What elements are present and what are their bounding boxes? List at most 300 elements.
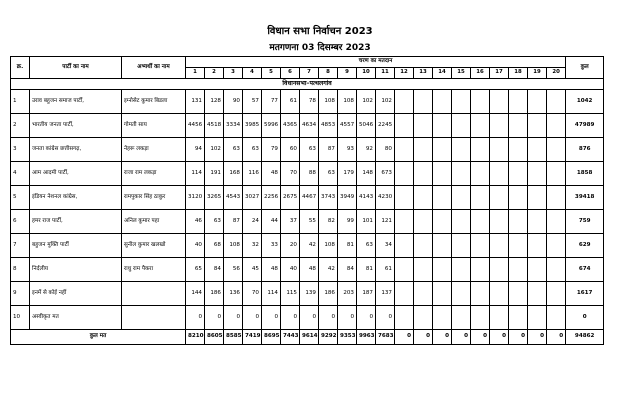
round-vote-cell [490,282,509,306]
round-vote-cell: 79 [262,138,281,162]
round-vote-cell [433,90,452,114]
round-vote-cell: 4518 [205,114,224,138]
round-vote-cell: 0 [224,306,243,330]
table-row [11,306,604,330]
round-vote-cell [414,138,433,162]
round-vote-cell: 63 [319,162,338,186]
candidate-name-cell: नेहरू लकड़ा [122,138,186,162]
round-number-header: 12 [395,68,414,79]
round-vote-cell: 48 [300,258,319,282]
round-vote-cell [547,306,566,330]
round-total-cell: 0 [509,330,528,345]
round-vote-cell [471,282,490,306]
round-vote-cell: 78 [300,90,319,114]
round-vote-cell [509,162,528,186]
party-name-cell: भारतीय जनता पार्टी, [30,114,122,138]
round-vote-cell: 137 [376,282,395,306]
round-vote-cell: 0 [338,306,357,330]
round-vote-cell: 48 [262,258,281,282]
candidate-name-cell: राजा राम लकड़ा [122,162,186,186]
round-vote-cell [414,306,433,330]
round-vote-cell: 3027 [243,186,262,210]
round-vote-cell: 80 [376,138,395,162]
round-vote-cell: 99 [338,210,357,234]
round-vote-cell: 114 [262,282,281,306]
round-total-cell: 9353 [338,330,357,345]
round-vote-cell: 87 [224,210,243,234]
round-vote-cell: 0 [357,306,376,330]
round-vote-cell [452,138,471,162]
round-vote-cell [433,186,452,210]
round-number-header: 11 [376,68,395,79]
round-vote-cell: 0 [300,306,319,330]
round-vote-cell [509,114,528,138]
header-candidate: अभ्यर्थी का नाम [122,57,186,79]
table-row [11,90,604,114]
round-number-header: 9 [338,68,357,79]
total-vote-cell: 47989 [566,114,604,138]
round-vote-cell: 4143 [357,186,376,210]
round-vote-cell: 4230 [376,186,395,210]
serial-number-cell: 8 [11,258,30,282]
round-vote-cell: 90 [224,90,243,114]
round-vote-cell: 42 [300,234,319,258]
page-subtitle: मतगणना 03 दिसम्बर 2023 [269,43,371,53]
round-vote-cell [414,210,433,234]
round-vote-cell: 5046 [357,114,376,138]
round-vote-cell: 115 [281,282,300,306]
round-vote-cell [452,234,471,258]
round-vote-cell: 136 [224,282,243,306]
serial-number-cell: 1 [11,90,30,114]
round-number-header: 5 [262,68,281,79]
grand-total-cell: 94862 [566,330,604,345]
round-vote-cell [528,90,547,114]
round-vote-cell [490,234,509,258]
round-vote-cell: 81 [338,234,357,258]
round-number-header: 15 [452,68,471,79]
round-vote-cell [509,258,528,282]
round-vote-cell: 179 [338,162,357,186]
round-total-cell: 7683 [376,330,395,345]
round-vote-cell [471,138,490,162]
round-vote-cell [395,210,414,234]
round-vote-cell [433,234,452,258]
header-sn: क्र. [11,57,30,79]
round-vote-cell: 4853 [319,114,338,138]
round-vote-cell: 187 [357,282,376,306]
total-vote-cell: 0 [566,306,604,330]
round-total-cell: 8210 [186,330,205,345]
party-name-cell: उराव बहुजन समाज पार्टी, [30,90,122,114]
round-vote-cell [509,210,528,234]
total-row-label: कुल मत [11,330,186,345]
round-vote-cell [452,282,471,306]
round-vote-cell: 0 [205,306,224,330]
round-vote-cell: 5996 [262,114,281,138]
round-vote-cell [490,306,509,330]
round-vote-cell: 61 [281,90,300,114]
round-number-header: 4 [243,68,262,79]
round-vote-cell [395,114,414,138]
round-vote-cell [452,186,471,210]
round-vote-cell [471,162,490,186]
results-table [10,56,604,345]
candidate-name-cell [122,282,186,306]
total-vote-cell: 1617 [566,282,604,306]
round-vote-cell [528,186,547,210]
round-vote-cell [433,138,452,162]
round-number-header: 16 [471,68,490,79]
round-vote-cell: 32 [243,234,262,258]
round-vote-cell: 121 [376,210,395,234]
round-vote-cell [452,162,471,186]
round-vote-cell: 63 [357,234,376,258]
round-vote-cell: 102 [357,90,376,114]
round-vote-cell: 108 [338,90,357,114]
table-row [11,114,604,138]
round-vote-cell [471,186,490,210]
round-vote-cell: 0 [243,306,262,330]
round-vote-cell: 3265 [205,186,224,210]
round-vote-cell: 102 [376,90,395,114]
round-vote-cell: 4557 [338,114,357,138]
round-vote-cell: 57 [243,90,262,114]
table-row [11,186,604,210]
round-vote-cell: 203 [338,282,357,306]
round-vote-cell: 68 [205,234,224,258]
round-vote-cell: 60 [281,138,300,162]
round-vote-cell: 63 [243,138,262,162]
round-total-cell: 7419 [243,330,262,345]
candidate-name-cell: अनिल कुमार पहा [122,210,186,234]
round-vote-cell: 131 [186,90,205,114]
round-total-cell: 7443 [281,330,300,345]
round-vote-cell [490,114,509,138]
round-vote-cell [490,210,509,234]
round-vote-cell: 84 [338,258,357,282]
candidate-name-cell: इग्नोसेट कुमार बिडला [122,90,186,114]
serial-number-cell: 5 [11,186,30,210]
party-name-cell: जनता कांग्रेस छत्तीसगढ़, [30,138,122,162]
round-vote-cell: 116 [243,162,262,186]
candidate-name-cell: रामपुकार सिंह ठाकुर [122,186,186,210]
total-vote-cell: 674 [566,258,604,282]
round-vote-cell [471,90,490,114]
round-vote-cell: 108 [319,234,338,258]
round-vote-cell: 61 [376,258,395,282]
round-number-header: 6 [281,68,300,79]
round-vote-cell: 48 [262,162,281,186]
section-title: विधानसभा–पत्थलगांव [11,79,604,90]
round-vote-cell [395,258,414,282]
round-vote-cell: 4456 [186,114,205,138]
round-number-header: 14 [433,68,452,79]
party-name-cell: इनमें से कोई नहीं [30,282,122,306]
total-row [11,330,604,345]
round-vote-cell [414,90,433,114]
round-number-header: 17 [490,68,509,79]
round-number-header: 1 [186,68,205,79]
round-vote-cell: 3334 [224,114,243,138]
round-vote-cell [452,90,471,114]
round-vote-cell [509,306,528,330]
round-vote-cell [490,258,509,282]
round-vote-cell [471,210,490,234]
round-vote-cell: 0 [186,306,205,330]
total-vote-cell: 876 [566,138,604,162]
round-vote-cell: 45 [243,258,262,282]
round-vote-cell: 63 [224,138,243,162]
party-name-cell: अस्वीकृत मत [30,306,122,330]
party-name-cell: बहुजन मुक्ति पार्टी [30,234,122,258]
table-row [11,138,604,162]
round-vote-cell [433,114,452,138]
total-vote-cell: 1858 [566,162,604,186]
total-vote-cell: 1042 [566,90,604,114]
round-vote-cell: 4634 [300,114,319,138]
round-vote-cell: 40 [281,258,300,282]
round-vote-cell [452,258,471,282]
party-name-cell: इंडियन नेशनल कांग्रेस, [30,186,122,210]
round-vote-cell [547,258,566,282]
round-number-header: 8 [319,68,338,79]
round-vote-cell: 24 [243,210,262,234]
round-vote-cell [547,234,566,258]
round-total-cell: 0 [547,330,566,345]
table-row [11,210,604,234]
round-vote-cell: 44 [262,210,281,234]
round-vote-cell: 42 [319,258,338,282]
round-vote-cell [395,162,414,186]
header-rounds-group: चरण का मतदान [186,57,566,68]
round-vote-cell [528,234,547,258]
round-total-cell: 0 [414,330,433,345]
round-vote-cell: 63 [300,138,319,162]
round-vote-cell [414,234,433,258]
round-vote-cell: 84 [205,258,224,282]
round-vote-cell: 0 [281,306,300,330]
round-vote-cell [471,306,490,330]
candidate-name-cell: सुनील कुमार खलखो [122,234,186,258]
round-vote-cell: 101 [357,210,376,234]
round-vote-cell [509,234,528,258]
round-vote-cell [395,306,414,330]
round-vote-cell: 37 [281,210,300,234]
serial-number-cell: 4 [11,162,30,186]
round-vote-cell [433,162,452,186]
round-vote-cell: 40 [186,234,205,258]
round-total-cell: 0 [528,330,547,345]
round-vote-cell: 148 [357,162,376,186]
round-vote-cell [395,138,414,162]
round-vote-cell: 4543 [224,186,243,210]
round-vote-cell: 77 [262,90,281,114]
round-vote-cell [547,210,566,234]
round-vote-cell [471,258,490,282]
round-vote-cell [490,162,509,186]
round-vote-cell: 108 [224,234,243,258]
round-vote-cell [433,306,452,330]
round-number-header: 7 [300,68,319,79]
round-vote-cell [414,282,433,306]
round-vote-cell [452,306,471,330]
round-vote-cell [433,258,452,282]
round-vote-cell [547,282,566,306]
table-row [11,234,604,258]
page-title: विधान सभा निर्वाचन 2023 [267,26,373,37]
round-vote-cell [452,114,471,138]
round-vote-cell: 33 [262,234,281,258]
round-vote-cell [395,234,414,258]
round-vote-cell: 56 [224,258,243,282]
round-vote-cell: 3985 [243,114,262,138]
round-number-header: 19 [528,68,547,79]
round-vote-cell [395,282,414,306]
round-vote-cell: 0 [319,306,338,330]
serial-number-cell: 9 [11,282,30,306]
round-vote-cell: 20 [281,234,300,258]
round-number-header: 13 [414,68,433,79]
serial-number-cell: 2 [11,114,30,138]
serial-number-cell: 7 [11,234,30,258]
round-total-cell: 0 [452,330,471,345]
total-vote-cell: 39418 [566,186,604,210]
table-row [11,282,604,306]
table-row [11,162,604,186]
round-number-header: 20 [547,68,566,79]
round-vote-cell [471,114,490,138]
round-vote-cell [490,138,509,162]
candidate-name-cell: गोमती साय [122,114,186,138]
round-number-header: 18 [509,68,528,79]
round-vote-cell [414,162,433,186]
round-vote-cell [528,282,547,306]
round-vote-cell [547,186,566,210]
round-vote-cell [509,90,528,114]
serial-number-cell: 3 [11,138,30,162]
header-party: पार्टी का नाम [30,57,122,79]
round-vote-cell [395,90,414,114]
round-vote-cell: 2675 [281,186,300,210]
round-vote-cell [509,282,528,306]
round-vote-cell [547,90,566,114]
table-row [11,258,604,282]
round-vote-cell: 92 [357,138,376,162]
round-vote-cell: 3743 [319,186,338,210]
round-vote-cell [509,186,528,210]
round-vote-cell: 82 [319,210,338,234]
total-vote-cell: 629 [566,234,604,258]
round-vote-cell: 139 [300,282,319,306]
total-vote-cell: 759 [566,210,604,234]
round-vote-cell [509,138,528,162]
round-vote-cell [528,258,547,282]
round-vote-cell: 128 [205,90,224,114]
round-number-header: 3 [224,68,243,79]
serial-number-cell: 10 [11,306,30,330]
round-total-cell: 8605 [205,330,224,345]
round-vote-cell [433,282,452,306]
round-vote-cell: 70 [281,162,300,186]
candidate-name-cell [122,306,186,330]
candidate-name-cell: राधु राम पैकरा [122,258,186,282]
round-vote-cell [471,234,490,258]
round-total-cell: 0 [395,330,414,345]
round-vote-cell [433,210,452,234]
round-vote-cell [414,114,433,138]
round-vote-cell [414,258,433,282]
round-vote-cell: 63 [205,210,224,234]
round-vote-cell [490,90,509,114]
round-vote-cell: 0 [376,306,395,330]
round-vote-cell: 87 [319,138,338,162]
round-vote-cell [528,306,547,330]
round-total-cell: 8585 [224,330,243,345]
round-vote-cell [528,210,547,234]
round-vote-cell [452,210,471,234]
party-name-cell: निर्दलीय [30,258,122,282]
round-vote-cell: 2245 [376,114,395,138]
round-vote-cell [528,114,547,138]
round-vote-cell: 4365 [281,114,300,138]
round-vote-cell: 55 [300,210,319,234]
round-total-cell: 9963 [357,330,376,345]
header-total: कुल [566,57,604,79]
round-vote-cell: 34 [376,234,395,258]
round-total-cell: 0 [490,330,509,345]
round-number-header: 2 [205,68,224,79]
round-vote-cell: 3949 [338,186,357,210]
round-total-cell: 8695 [262,330,281,345]
party-name-cell: हमर राज पार्टी, [30,210,122,234]
round-vote-cell: 70 [243,282,262,306]
round-total-cell: 9614 [300,330,319,345]
round-vote-cell: 2256 [262,186,281,210]
round-vote-cell: 168 [224,162,243,186]
serial-number-cell: 6 [11,210,30,234]
round-vote-cell: 3120 [186,186,205,210]
round-vote-cell: 186 [319,282,338,306]
round-vote-cell [414,186,433,210]
round-vote-cell [395,186,414,210]
round-vote-cell: 0 [262,306,281,330]
round-vote-cell [547,162,566,186]
round-total-cell: 9292 [319,330,338,345]
round-vote-cell [490,186,509,210]
round-vote-cell [547,138,566,162]
round-vote-cell: 144 [186,282,205,306]
round-vote-cell [528,138,547,162]
round-vote-cell: 108 [319,90,338,114]
round-vote-cell [547,114,566,138]
round-total-cell: 0 [471,330,490,345]
round-number-header: 10 [357,68,376,79]
round-vote-cell: 88 [300,162,319,186]
round-vote-cell: 114 [186,162,205,186]
round-vote-cell: 46 [186,210,205,234]
round-vote-cell: 673 [376,162,395,186]
round-vote-cell: 65 [186,258,205,282]
party-name-cell: आम आदमी पार्टी, [30,162,122,186]
round-vote-cell: 102 [205,138,224,162]
round-vote-cell: 93 [338,138,357,162]
round-vote-cell: 81 [357,258,376,282]
round-vote-cell: 4467 [300,186,319,210]
round-vote-cell [528,162,547,186]
round-vote-cell: 94 [186,138,205,162]
round-vote-cell: 191 [205,162,224,186]
